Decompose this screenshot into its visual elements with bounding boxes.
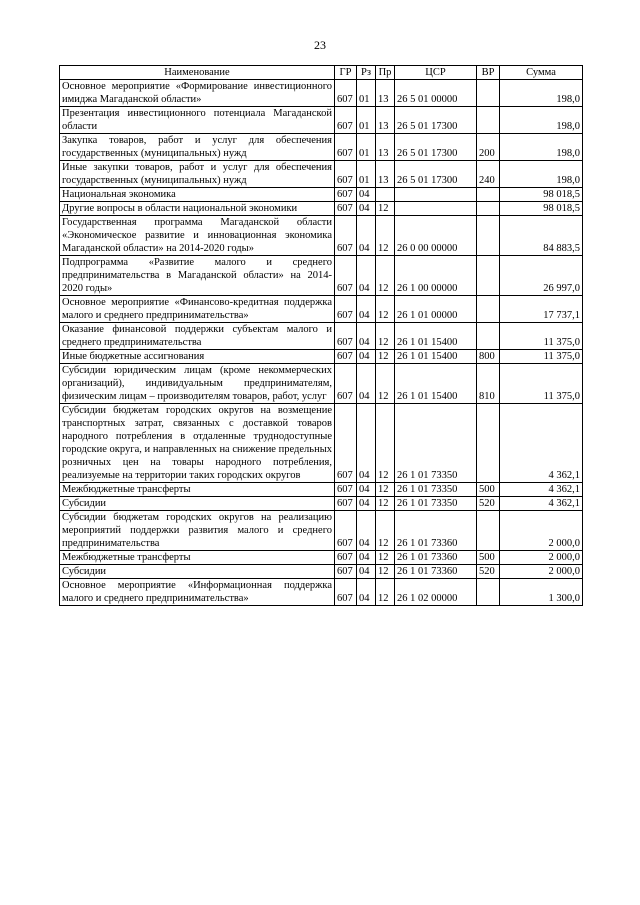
cell-gr: 607 [335,256,357,296]
cell-csr: 26 1 01 73350 [395,497,477,511]
cell-csr: 26 5 01 17300 [395,134,477,161]
table-row [60,256,583,296]
cell-csr: 26 5 01 00000 [395,80,477,107]
cell-gr: 607 [335,551,357,565]
table-row [60,80,583,107]
cell-sum: 84 883,5 [500,216,583,256]
cell-csr: 26 5 01 17300 [395,161,477,188]
cell-sum: 198,0 [500,107,583,134]
cell-sum: 198,0 [500,134,583,161]
cell-sum: 1 300,0 [500,579,583,606]
cell-name: Основное мероприятие «Финансово-кредитная поддержка малого и среднего предпринимательства» [60,296,335,323]
cell-rz: 04 [357,579,376,606]
cell-gr: 607 [335,364,357,404]
cell-name: Оказание финансовой поддержки субъектам малого и среднего предпринимательства [60,323,335,350]
cell-rz: 01 [357,134,376,161]
table-row [60,216,583,256]
cell-name: Субсидии [60,497,335,511]
cell-csr: 26 1 01 15400 [395,323,477,350]
table-row [60,296,583,323]
table-row [60,551,583,565]
col-header-csr: ЦСР [395,66,477,80]
cell-name: Субсидии юридическим лицам (кроме некоммерческих организаций), индивидуальным предпринимателям, физическим лицам – производителям товаров, работ, услуг [60,364,335,404]
cell-vr [477,579,500,606]
cell-csr: 26 1 01 73360 [395,565,477,579]
cell-vr [477,188,500,202]
page-number: 23 [314,38,326,52]
cell-sum: 17 737,1 [500,296,583,323]
cell-rz: 04 [357,216,376,256]
cell-name: Презентация инвестиционного потенциала Магаданской области [60,107,335,134]
cell-rz: 04 [357,497,376,511]
cell-sum: 2 000,0 [500,565,583,579]
cell-vr [477,202,500,216]
cell-csr: 26 1 01 73360 [395,551,477,565]
cell-sum: 2 000,0 [500,551,583,565]
cell-vr [477,216,500,256]
col-header-gr: ГР [335,66,357,80]
cell-gr: 607 [335,565,357,579]
cell-sum: 198,0 [500,161,583,188]
cell-vr [477,296,500,323]
cell-name: Основное мероприятие «Формирование инвестиционного имиджа Магаданской области» [60,80,335,107]
table-row [60,161,583,188]
cell-csr [395,202,477,216]
cell-gr: 607 [335,511,357,551]
table-row [60,323,583,350]
col-header-vr: ВР [477,66,500,80]
cell-sum: 4 362,1 [500,497,583,511]
cell-rz: 04 [357,483,376,497]
table-row [60,404,583,483]
cell-pr: 12 [376,202,395,216]
cell-vr [477,256,500,296]
cell-gr: 607 [335,323,357,350]
cell-rz: 04 [357,350,376,364]
table-row [60,188,583,202]
cell-gr: 607 [335,216,357,256]
budget-table [59,65,583,606]
cell-sum: 198,0 [500,80,583,107]
cell-pr: 13 [376,161,395,188]
cell-rz: 04 [357,296,376,323]
cell-sum: 2 000,0 [500,511,583,551]
table-row [60,565,583,579]
cell-gr: 607 [335,134,357,161]
table-row [60,202,583,216]
cell-gr: 607 [335,202,357,216]
cell-rz: 01 [357,107,376,134]
table-row [60,364,583,404]
cell-csr: 26 1 00 00000 [395,256,477,296]
table-row [60,483,583,497]
cell-gr: 607 [335,483,357,497]
cell-name: Подпрограмма «Развитие малого и среднего предпринимательства в Магаданской области» на 2014-2020 годы» [60,256,335,296]
cell-gr: 607 [335,80,357,107]
cell-pr: 13 [376,107,395,134]
cell-rz: 04 [357,202,376,216]
cell-name: Межбюджетные трансферты [60,483,335,497]
cell-pr: 12 [376,551,395,565]
cell-pr [376,188,395,202]
cell-vr: 800 [477,350,500,364]
cell-name: Субсидии бюджетам городских округов на реализацию мероприятий поддержки развития малого и среднего предпринимательства [60,511,335,551]
table-row [60,511,583,551]
cell-gr: 607 [335,579,357,606]
cell-csr: 26 1 02 00000 [395,579,477,606]
cell-rz: 04 [357,551,376,565]
cell-name: Субсидии [60,565,335,579]
cell-pr: 12 [376,364,395,404]
cell-name: Иные закупки товаров, работ и услуг для обеспечения государственных (муниципальных) нужд [60,161,335,188]
cell-vr: 240 [477,161,500,188]
cell-sum: 98 018,5 [500,188,583,202]
cell-csr: 26 1 01 15400 [395,364,477,404]
cell-rz: 04 [357,404,376,483]
cell-vr: 520 [477,497,500,511]
cell-gr: 607 [335,404,357,483]
cell-sum: 4 362,1 [500,404,583,483]
cell-gr: 607 [335,350,357,364]
cell-name: Государственная программа Магаданской области «Экономическое развитие и инновационная экономика Магаданской области» на 2014-2020 годы» [60,216,335,256]
cell-rz: 01 [357,80,376,107]
cell-name: Основное мероприятие «Информационная поддержка малого и среднего предпринимательства» [60,579,335,606]
cell-csr [395,188,477,202]
cell-pr: 12 [376,256,395,296]
cell-rz: 04 [357,565,376,579]
cell-vr: 810 [477,364,500,404]
col-header-pr: Пр [376,66,395,80]
cell-csr: 26 1 01 73350 [395,483,477,497]
cell-vr: 200 [477,134,500,161]
cell-vr: 520 [477,565,500,579]
table-body [60,80,583,606]
cell-vr [477,511,500,551]
cell-pr: 12 [376,511,395,551]
cell-pr: 12 [376,323,395,350]
cell-gr: 607 [335,188,357,202]
cell-pr: 12 [376,404,395,483]
table-row [60,350,583,364]
cell-rz: 04 [357,364,376,404]
cell-sum: 11 375,0 [500,323,583,350]
cell-sum: 4 362,1 [500,483,583,497]
cell-csr: 26 1 01 73360 [395,511,477,551]
cell-rz: 01 [357,161,376,188]
cell-rz: 04 [357,256,376,296]
cell-rz: 04 [357,511,376,551]
col-header-rz: Рз [357,66,376,80]
cell-sum: 11 375,0 [500,350,583,364]
cell-csr: 26 1 01 73350 [395,404,477,483]
cell-pr: 13 [376,80,395,107]
cell-rz: 04 [357,323,376,350]
cell-gr: 607 [335,296,357,323]
cell-vr [477,107,500,134]
cell-vr [477,80,500,107]
cell-vr [477,404,500,483]
cell-gr: 607 [335,161,357,188]
cell-csr: 26 1 01 15400 [395,350,477,364]
cell-name: Субсидии бюджетам городских округов на возмещение транспортных затрат, связанных с доставкой товаров народного потребления в отдаленные труднодоступные городские округа, и направленных на снижение предельных розничных цен на товары народного потребления, реализуемые на территории таких городских округов [60,404,335,483]
cell-name: Иные бюджетные ассигнования [60,350,335,364]
cell-vr: 500 [477,483,500,497]
cell-csr: 26 5 01 17300 [395,107,477,134]
cell-name: Другие вопросы в области национальной экономики [60,202,335,216]
cell-gr: 607 [335,107,357,134]
cell-sum: 11 375,0 [500,364,583,404]
cell-name: Закупка товаров, работ и услуг для обеспечения государственных (муниципальных) нужд [60,134,335,161]
cell-csr: 26 1 01 00000 [395,296,477,323]
col-header-sum: Сумма [500,66,583,80]
table-row [60,579,583,606]
table-row [60,107,583,134]
cell-sum: 98 018,5 [500,202,583,216]
cell-pr: 12 [376,216,395,256]
cell-rz: 04 [357,188,376,202]
cell-csr: 26 0 00 00000 [395,216,477,256]
table-row [60,134,583,161]
cell-pr: 12 [376,296,395,323]
cell-name: Межбюджетные трансферты [60,551,335,565]
cell-pr: 12 [376,483,395,497]
cell-pr: 12 [376,565,395,579]
cell-pr: 12 [376,497,395,511]
table-row [60,497,583,511]
col-header-name: Наименование [60,66,335,80]
cell-name: Национальная экономика [60,188,335,202]
cell-sum: 26 997,0 [500,256,583,296]
cell-pr: 12 [376,350,395,364]
cell-pr: 12 [376,579,395,606]
cell-vr [477,323,500,350]
header-row [60,66,583,80]
cell-pr: 13 [376,134,395,161]
cell-gr: 607 [335,497,357,511]
cell-vr: 500 [477,551,500,565]
